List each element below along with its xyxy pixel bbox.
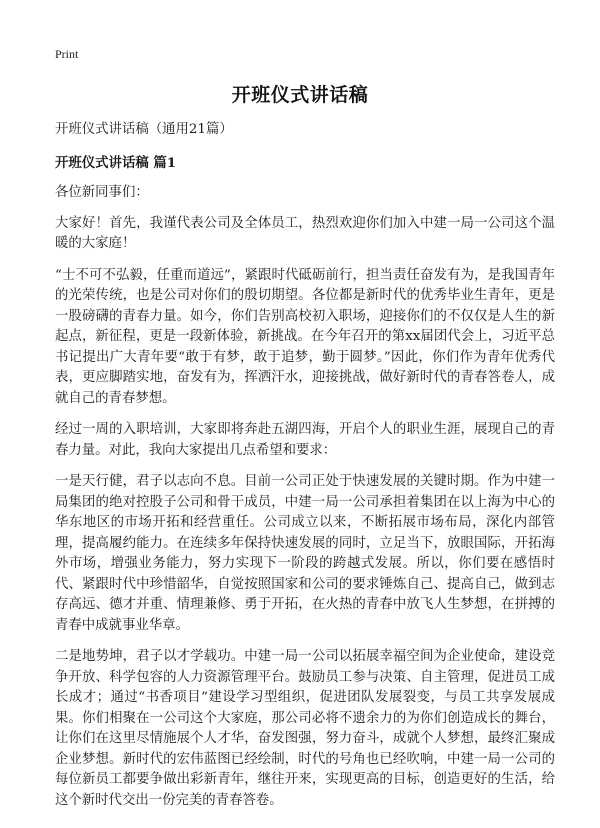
section-heading: 开班仪式讲话稿 篇1 xyxy=(55,154,177,171)
document-title: 开班仪式讲话稿 xyxy=(231,84,369,106)
paragraph: 经过一周的入职培训，大家即将奔赴五湖四海，开启个人的职业生涯，展现自己的青春力量。对此，我向大家提出几点希望和要求： xyxy=(55,422,555,458)
print-link[interactable]: Print xyxy=(55,47,79,61)
paragraph: 大家好！首先，我谨代表公司及全体员工，热烈欢迎你们加入中建一局一公司这个温暖的大家庭！ xyxy=(55,215,555,251)
paragraph: 二是地势坤，君子以才学载功。中建一局一公司以拓展幸福空间为企业使命，建设竞争开放、科学包容的人力资源管理平台。鼓励员工参与决策、自主管理，促进员工成长成才；通过“书香项目”建设学习型组织，促进团队发展裂变，与员工共享发展成果。你们相聚在一公司这个大家庭，那公司必将不遗余力的为你们创造成长的舞台，让你们在这里尽情施展个人才华，奋发图强，努力奋斗，成就个人梦想，最终汇聚成企业梦想。新时代的宏伟蓝图已经绘制，时代的号角也已经吹响，中建一局一公司的每位新员工都要争做出彩新青年，继往开来，实现更高的目标，创造更好的生活，给这个新时代交出一份完美的青春答卷。 xyxy=(55,649,555,808)
greeting: 各位新同事们： xyxy=(55,185,149,200)
paragraph: 一是天行健，君子以志向不息。目前一公司正处于快速发展的关键时期。作为中建一局集团的绝对控股子公司和骨干成员，中建一局一公司承担着集团在以上海为中心的华东地区的市场开拓和经营重任。公司成立以来，不断拓展市场布局，深化内部管理，提高履约能力。在连续多年保持快速发展的同时，立足当下，放眼国际，开拓海外市场，增强业务能力，努力实现下一阶段的跨越式发展。所以，你们要在感悟时代、紧跟时代中珍惜韶华，自觉按照国家和公司的要求锤炼自己、提高自己，做到志存高远、德才并重、情理兼修、勇于开拓，在火热的青春中放飞人生梦想，在拼搏的青春中成就事业华章。 xyxy=(55,474,555,633)
document-body xyxy=(55,120,555,822)
paragraph: “士不可不弘毅，任重而道远”，紧跟时代砥砺前行，担当责任奋发有为，是我国青年的光荣传统，也是公司对你们的殷切期望。各位都是新时代的优秀毕业生青年，更是一股磅礴的青春力量。如今，你们告别高校初入职场，迎接你们的不仅仅是人生的新起点，新征程，更是一段新体验，新挑战。在今年召开的第xx届团代会上，习近平总书记提出广大青年要“敢于有梦，敢于追梦，勤于圆梦。”因此，你们作为青年优秀代表，更应脚踏实地，奋发有为，挥洒汗水，迎接挑战，做好新时代的青春答卷人，成就自己的青春梦想。 xyxy=(55,267,555,406)
document-subtitle: 开班仪式讲话稿（通用21篇） xyxy=(55,122,233,137)
